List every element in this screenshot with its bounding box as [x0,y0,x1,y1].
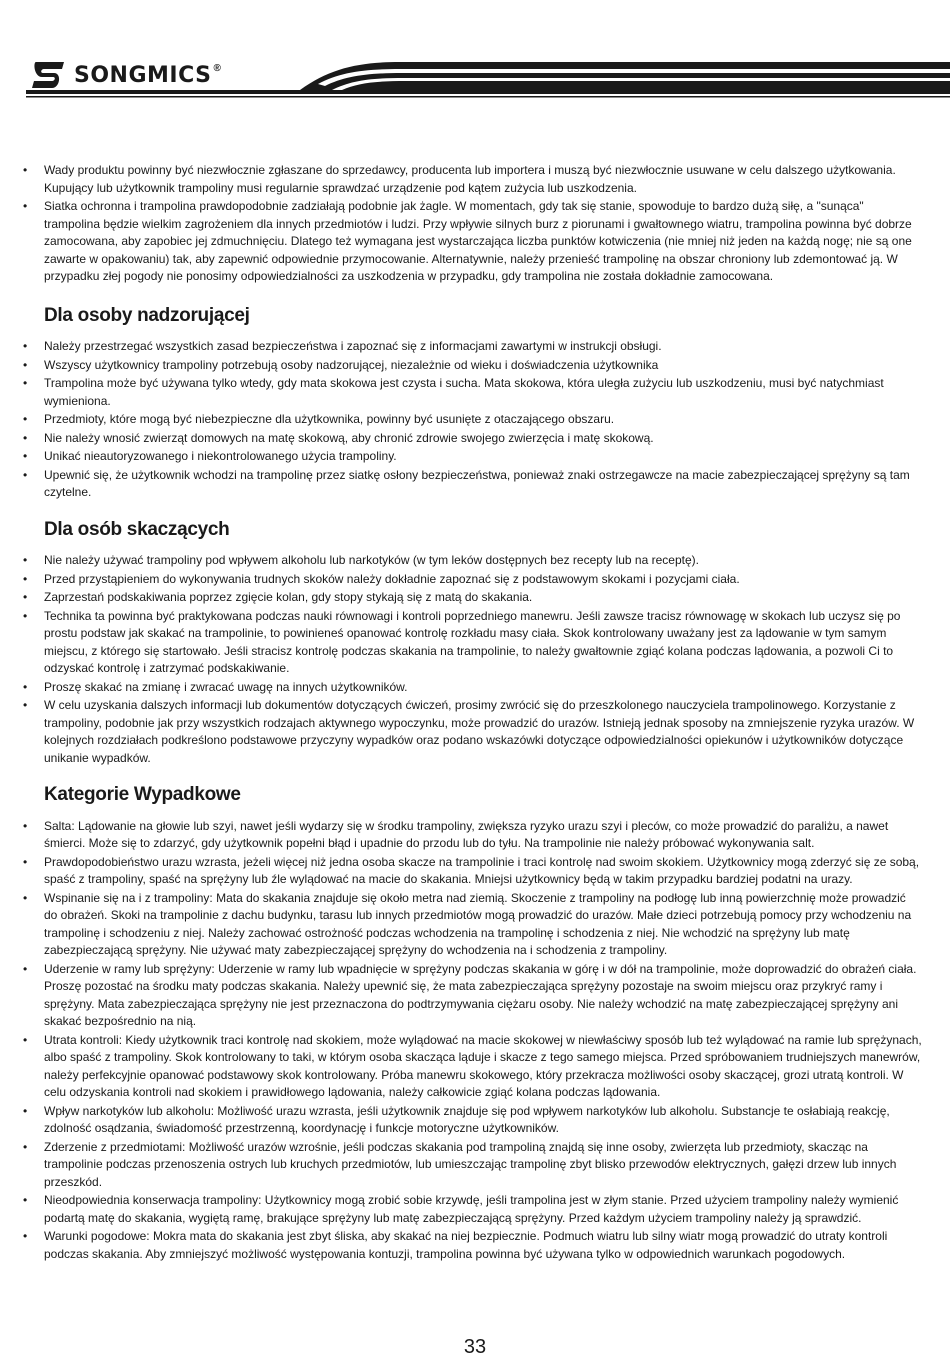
list-item-text: Nie należy wnosić zwierząt domowych na matę skokową, aby chronić zdrowie swojego zwierzęcia i matę skokową. [44,430,654,445]
bullet: • [23,357,28,372]
bullet: • [23,608,28,623]
list-item-text: Wpływ narkotyków lub alkoholu: Możliwość urazu wzrasta, jeśli użytkownik znajduje się pod wpływem narkotyków lub alkoholu. Substancje te osłabiają reakcję, zdolność osądzania, świadomość przestrzenną, koordynację i funkcje motoryczne użytkowników. [44,1103,890,1135]
list-item-text: Zaprzestań podskakiwania poprzez zgięcie kolan, gdy stopy stykają się z matą do skakania. [44,590,533,604]
list-item-text: Warunki pogodowe: Mokra mata do skakania jest zbyt śliska, aby skakać na niej bezpiecznie. Podmuch wiatru lub silny wiatr mogą prowadzić do utraty kontroli podczas skakania. Aby zmniejszyć możliwość występowania kontuzji, trampolina powinna być używana tylko w odpowiednich warunkach pogodowych. [44,1229,888,1261]
bullet: • [23,854,28,869]
bullet: • [23,961,28,976]
bullet: • [23,163,28,177]
list-item [22,1192,922,1227]
bullet: • [23,890,28,905]
bullet: • [23,1103,28,1118]
page-header [0,0,950,110]
list-item [22,697,922,767]
list-item [22,448,922,466]
brand-name: SONGMICS [74,62,212,88]
list-item-text: Nie należy używać trampoliny pod wpływem alkoholu lub narkotyków (w tym leków dostępnych bez recepty lub na receptę). [44,553,699,567]
supervisor-list [22,338,922,502]
list-item-text: Siatka ochronna i trampolina prawdopodobnie zadziałają podobnie jak żagle. W momentach, gdy tak się stanie, spowoduje to bardzo dużą siłę, a "sunąca" trampolina będzie wielkim zagrożeniem dla innych przedmiotów i ludzi. Przy wpływie silnych burz z piorunami i gwałtownego wiatru, trampolina powinna być dobrze zamocowana, aby zapobiec jej zdmuchnięciu. Dlatego też wymagana jest wystarczająca liczba punktów kotwiczenia (nie mniej niż jeden na każdą nogę; nie są one zawarte w opakowaniu) tak, aby zapewnić odpowiednie przymocowanie. Alternatywnie, należy przenieść trampolinę na obszar chroniony lub zdemontować ją. W przypadku złej pogody nie ponosimy odpowiedzialności za uszkodzenia w przypadku, gdy trampolina nie została dokładnie zamocowana. [44,199,912,283]
intro-list [22,162,922,286]
list-item-text: Utrata kontroli: Kiedy użytkownik traci kontrolę nad skokiem, może wylądować na macie skokowej w niewłaściwy sposób lub też wylądować na ramie lub sprężynach, albo spaść z trampoliny. Skok kontrolowany to taki, w którym osoba skacząca ląduje i skacze z tego samego miejsca. Przed spróbowaniem trudniejszych manewrów, należy perfekcyjnie opanować podstawowy skok kontrolowany. Próba manewru skokowego, który przekracza możliwości osoby skaczącej, grozi utratą kontroli. W celu odzyskania kontroli nad skokiem i prawidłowego lądowania, należy całkowicie zgiąć kolana podczas lądowania. [44,1032,922,1099]
bullet: • [23,376,28,390]
bullet: • [23,1139,28,1154]
list-item [22,1228,922,1263]
list-item-text: Zderzenie z przedmiotami: Możliwość urazów wzrośnie, jeśli podczas skakania pod trampoliną znajdą się inne osoby, zwierzęta lub przedmioty, skacząc na trampolinie podczas przenoszenia ostrych lub kruchych przedmiotów, lub umieszczając trampolinę zbyt blisko przewodów elektrycznych, gałęzi drzew lub innych przeszkód. [44,1139,897,1189]
registered-mark: ® [213,62,221,74]
list-item-text: Przedmioty, które mogą być niebezpieczne dla użytkownika, powinny być usunięte z otaczającego obszaru. [44,412,615,426]
page-content [22,162,922,1264]
bullet: • [23,449,28,463]
list-item-text: Wszyscy użytkownicy trampoliny potrzebują osoby nadzorującej, niezależnie od wieku i doświadczenia użytkownika [44,357,659,372]
section-heading-accidents: Kategorie Wypadkowe [44,784,241,805]
list-item [22,1103,922,1138]
accidents-list [22,818,922,1264]
bullet: • [23,412,28,426]
list-item-text: Wspinanie się na i z trampoliny: Mata do skakania znajduje się około metra nad ziemią. Skoczenie z trampoliny na podłogę lub inną powierzchnię może prowadzić do obrażeń. Skoki na trampolinie z dachu budynku, tarasu lub innych przedmiotów mogą prowadzić do urazów. Małe dzieci potrzebują pomocy przy wchodzeniu na trampolinę i schodzeniu z niej. Należy zachować ostrożność podczas wchodzenia na trampolinę i schodzenia z niej. Nie wchodzić na sprężyny lub matę zabezpieczającą sprężyny. Nie używać maty zabezpieczającej sprężyny do wchodzenia na i schodzenia z trampoliny. [44,890,912,957]
list-item-text: Upewnić się, że użytkownik wchodzi na trampolinę przez siatkę osłony bezpieczeństwa, ponieważ znaki ostrzegawcze na macie zabezpieczającej sprężyny są tam czytelne. [44,467,910,499]
bullet: • [23,467,28,482]
bullet: • [23,430,28,445]
list-item [22,854,922,889]
bullet: • [23,571,28,586]
list-item-text: Uderzenie w ramy lub sprężyny: Uderzenie w ramy lub wpadnięcie w sprężyny podczas skakania w górę i w dół na trampolinie, może doprowadzić do obrażeń ciała. Proszę pozostać na środku maty podczas skakania. Należy upewnić się, że mata zabezpieczająca sprężyny pozostaje na swoim miejscu oraz przykryć ramy i sprężyny. Mata zabezpieczająca sprężyny nie jest przeznaczona do podtrzymywania ciężaru osoby. Nie należy wchodzić na matę zabezpieczającej sprężyny ani skakać bezpośrednio na nią. [44,961,917,1028]
bullet: • [23,199,28,213]
section-heading-jumpers: Dla osób skaczących [44,518,230,540]
bullet: • [23,679,28,694]
bullet: • [23,1229,28,1243]
list-item [22,589,922,607]
bullet: • [23,553,28,567]
list-item-text: Nieodpowiednia konserwacja trampoliny: Użytkownicy mogą zrobić sobie krzywdę, jeśli trampolina jest w złym stanie. Przed użyciem trampoliny należy wymienić podartą matę do skakania, wygiętą ramę, brakujące sprężyny lub matę zabezpieczającą sprężyny. Przed każdym użyciem trampoliny należy ją sprawdzić. [44,1193,899,1225]
list-item [22,338,922,356]
list-item-text: Salta: Lądowanie na głowie lub szyi, nawet jeśli wydarzy się w środku trampoliny, zwiększa ryzyko urazu szyi i pleców, co może prowadzić do paraliżu, a nawet śmierci. Może się to zdarzyć, gdy użytkownik popełni błąd i upadnie do przodu lub do tyłu. Na trampolinie nie należy próbować wykonywania salt. [44,818,889,850]
list-item [22,1032,922,1102]
jumpers-list [22,552,922,767]
bullet: • [23,818,28,833]
bullet: • [23,590,28,604]
list-item [22,411,922,429]
list-item [22,430,922,448]
list-item-text: Technika ta powinna być praktykowana podczas nauki równowagi i kontroli poprzedniego manewru. Jeśli zawsze tracisz równowagę w skokach lub uczysz się po prostu podstaw jak skakać na trampolinie, to powinieneś opanować kontrolę rozkładu masy ciała. Skok kontrolowany uważany jest za lądowanie w tym samym miejscu, z którego się startowało. Jeśli stracisz kontrolę podczas skakania na trampolinie, to należy gwałtownie zgiąć kolana podczas lądowania, a pozwoli Ci to odzyskać kontrolę i zatrzymać podskakiwanie. [44,608,901,675]
page-number: 33 [463,1336,487,1358]
list-item [22,571,922,589]
list-item [22,961,922,1031]
list-item [22,357,922,375]
bullet: • [23,698,28,712]
list-item-text: Należy przestrzegać wszystkich zasad bezpieczeństwa i zapoznać się z informacjami zawartymi w instrukcji obsługi. [44,339,662,353]
songmics-logo-icon [30,60,68,90]
list-item [22,162,922,197]
list-item-text: Przed przystąpieniem do wykonywania trudnych skoków należy dokładnie zapoznać się z podstawowym skokami i pozycjami ciała. [44,571,740,586]
list-item [22,679,922,697]
list-item [22,1139,922,1192]
list-item-text: Proszę skakać na zmianę i zwracać uwagę na innych użytkowników. [44,679,408,694]
list-item [22,198,922,286]
list-item-text: W celu uzyskania dalszych informacji lub dokumentów dotyczących ćwiczeń, prosimy zwrócić się do przeszkolonego nauczyciela trampolinowego. Korzystanie z trampoliny, podobnie jak przy wszystkich rodzajach aktywnego wypoczynku, może prowadzić do urazów. Istnieją jednak sposoby na zmniejszenie ryzyka urazów. W kolejnych rozdziałach podkreślono podstawowe przyczyny wypadków oraz podano wskazówki dotyczące odpowiedzialności opiekunów i użytkowników dotyczące unikanie wypadków. [44,698,915,765]
list-item-text: Wady produktu powinny być niezwłocznie zgłaszane do sprzedawcy, producenta lub importera i muszą być niezwłocznie usuwane w celu dalszego użytkowania. Kupujący lub użytkownik trampoliny musi regularnie sprawdzać urządzenie pod kątem zużycia lub uszkodzenia. [44,163,896,195]
list-item [22,818,922,853]
bullet: • [23,1032,28,1047]
list-item-text: Unikać nieautoryzowanego i niekontrolowanego użycia trampoliny. [44,449,397,463]
list-item [22,890,922,960]
list-item-text: Trampolina może być używana tylko wtedy, gdy mata skokowa jest czysta i sucha. Mata skokowa, która uległa zużyciu lub uszkodzeniu, musi być natychmiast wymieniona. [44,376,884,408]
section-heading-supervisor: Dla osoby nadzorującej [44,304,250,326]
list-item-text: Prawdopodobieństwo urazu wzrasta, jeżeli więcej niż jedna osoba skacze na trampolinie i traci kontrolę nad swoim skokiem. Użytkownicy mogą zderzyć się ze sobą, spaść z trampoliny, spaść na sprężyny lub źle wylądować na macie do skakania. Mniejsi użytkownicy będą w takim przypadku bardziej podatni na urazy. [44,854,920,886]
brand-logo [30,60,221,90]
list-item [22,375,922,410]
list-item [22,552,922,570]
bullet: • [23,339,28,353]
bullet: • [23,1193,28,1207]
list-item [22,467,922,502]
list-item [22,608,922,678]
